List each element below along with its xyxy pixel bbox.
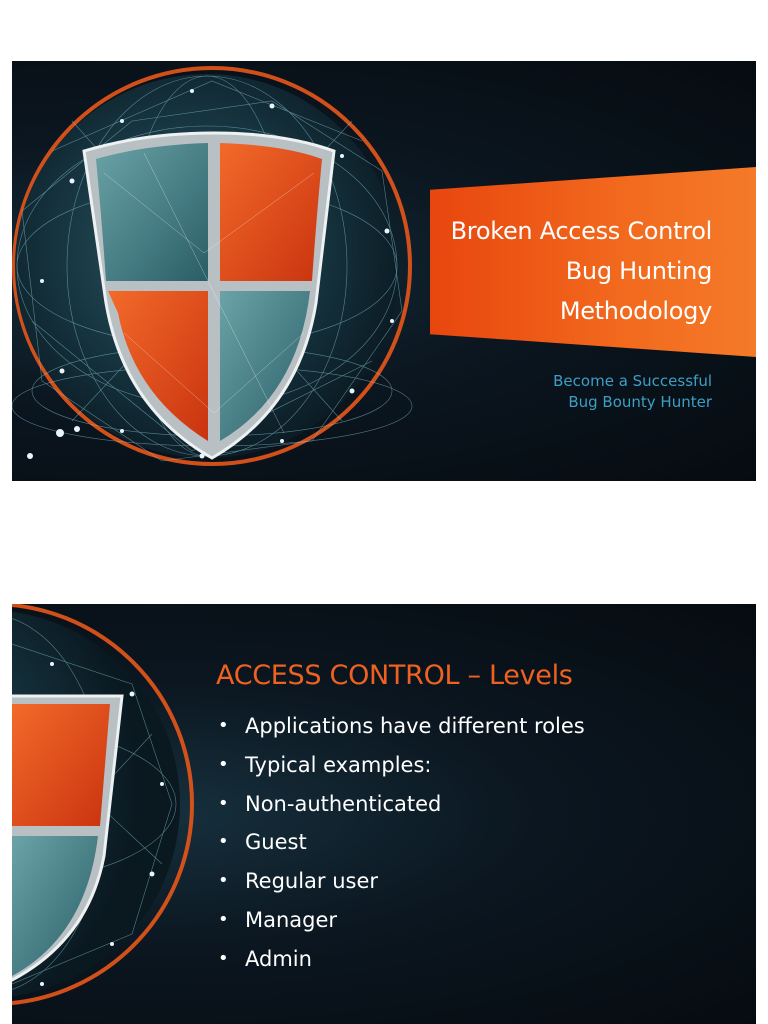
list-item: • Typical examples: <box>216 746 585 785</box>
title-slide <box>12 61 756 481</box>
bullet-icon: • <box>218 753 229 775</box>
list-item: • Admin <box>216 940 585 979</box>
shield-globe-icon <box>12 604 212 1024</box>
list-item: • Non-authenticated <box>216 785 585 824</box>
list-item: • Regular user <box>216 862 585 901</box>
bullet-icon: • <box>218 908 229 930</box>
title-line: Broken Access Control <box>450 217 712 245</box>
title-line: Methodology <box>559 297 712 325</box>
subtitle-line: Bug Bounty Hunter <box>568 393 712 411</box>
subtitle-line: Become a Successful <box>553 372 712 390</box>
bullet-list <box>216 707 585 979</box>
bullet-icon: • <box>218 870 229 892</box>
slide-subtitle <box>412 371 712 413</box>
bullet-icon: • <box>218 715 229 736</box>
bullet-icon: • <box>218 792 229 814</box>
title-line: Bug Hunting <box>565 257 712 285</box>
bullet-icon: • <box>218 831 229 853</box>
slide-title: ACCESS CONTROL – Levels <box>216 660 573 691</box>
list-item: • Guest <box>216 823 585 862</box>
bullet-icon: • <box>218 947 229 969</box>
list-item: • Manager <box>216 901 585 940</box>
slide-title <box>382 211 712 331</box>
content-slide <box>12 604 756 1024</box>
list-item: • Applications have different roles <box>216 707 585 746</box>
